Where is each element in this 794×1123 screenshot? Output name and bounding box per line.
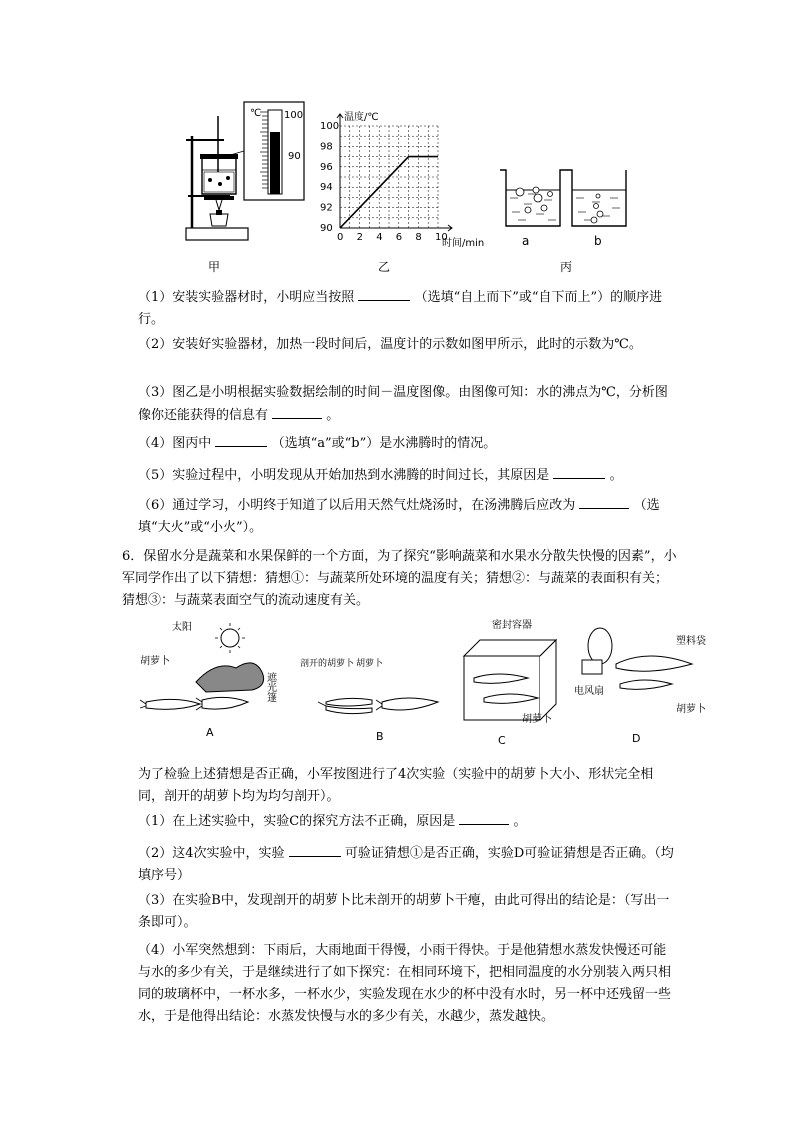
q5-p3-answer-blank[interactable]: [272, 404, 322, 419]
temperature-time-chart: [316, 104, 496, 250]
experiment-b: [300, 657, 438, 714]
q5-p6-answer-blank[interactable]: [579, 494, 629, 509]
x-tick-label: 6: [395, 232, 403, 243]
label-b: B: [376, 730, 384, 743]
label-c: C: [498, 734, 506, 747]
sun-icon: [221, 629, 239, 647]
carrot-b-label: 胡萝卜: [356, 659, 384, 669]
q5-part-6: （6）通过学习，小明终于知道了以后用天然气灶烧汤时，在汤沸腾后应改为 （选填“大火”或“小火”）。: [138, 494, 676, 539]
experiment-d: [574, 628, 706, 715]
thermo-tick-100: 100: [284, 110, 304, 121]
shade-icon: [196, 663, 264, 692]
q5-p1-answer-blank[interactable]: [358, 286, 410, 301]
x-tick-label: 8: [415, 232, 422, 243]
stand-base: [186, 228, 248, 240]
y-tick-label: 98: [320, 141, 333, 153]
thermo-liquid: [270, 132, 280, 194]
cut-carrot-icon: [326, 698, 372, 706]
fan-icon: [588, 628, 612, 664]
q6-part-3: （3）在实验B中，发现剖开的胡萝卜比未剖开的胡萝卜干瘪，由此可得出的结论是：（写出一条即可）。: [138, 893, 670, 930]
q6-p1-answer-blank[interactable]: [459, 810, 509, 825]
beaker-b: [566, 170, 626, 226]
q6-intro: 6．保留水分是蔬菜和水果保鲜的一个方面，为了探究“影响蔬菜和水果水分散失快慢的因素”，小军同学作出了以下猜想：猜想①：与蔬菜所处环境的温度有关；猜想②：与蔬菜的表面积有关；猜想③：与蔬菜表面空气的流动速度有关。: [122, 549, 677, 608]
y-tick-label: 100: [320, 121, 340, 132]
chart-ylabel: 温度/℃: [344, 112, 379, 123]
thermo-unit: ℃: [250, 108, 262, 119]
x-axis: [340, 225, 452, 231]
whole-carrot-icon: [382, 698, 438, 710]
apparatus-figure-jia: [180, 96, 310, 248]
q5-part-5: （5）实验过程中，小明发现从开始加热到水沸腾的时间过长，其原因是 。: [138, 464, 676, 487]
x-tick-label: 10: [435, 232, 448, 243]
fan-label: 电风扇: [574, 686, 604, 697]
label-d: D: [632, 732, 641, 745]
sealed-container-label: 密封容器: [492, 620, 532, 631]
fig-label-yi: 乙: [378, 260, 391, 274]
fig-label-bing: 丙: [560, 260, 573, 274]
q6-experiment-figure: [136, 616, 714, 752]
q5-part-3: （3）图乙是小明根据实验数据绘制的时间－温度图像。由图像可知：水的沸点为℃，分析图像你还能获得的信息有 。: [138, 385, 668, 423]
carrot-icon: [620, 680, 672, 689]
carrot-d-label: 胡萝卜: [676, 704, 706, 715]
bag-label: 塑料袋: [676, 636, 706, 647]
label-a: A: [206, 726, 214, 739]
q6-part-2: （2）这4次实验中，实验 可验证猜想①是否正确，实验D可验证猜想是否正确。（均填序号）: [138, 842, 676, 887]
q5-part-4: （4）图丙中 （选填“a”或“b”）是水沸腾时的情况。: [138, 432, 676, 455]
carrot-icon: [202, 697, 248, 709]
experiment-c: [464, 618, 556, 725]
q5-part-2: （2）安装好实验器材，加热一段时间后，温度计的示数如图甲所示，此时的示数为℃。: [138, 337, 642, 352]
q6-part-1: （1）在上述实验中，实验C的探究方法不正确，原因是 。: [138, 810, 676, 833]
x-tick-label: 2: [356, 232, 363, 243]
y-tick-label: 94: [320, 182, 333, 194]
plastic-bag: [616, 656, 692, 671]
q5-p5-answer-blank[interactable]: [553, 464, 605, 479]
beakers-figure-bing: [498, 164, 628, 250]
thermo-tick-90: 90: [288, 151, 301, 162]
carrot-icon: [146, 699, 200, 709]
beaker-a-label: a: [522, 234, 530, 248]
cut-carrot-label: 剖开的胡萝卜: [300, 659, 355, 669]
sun-label: 太阳: [172, 622, 192, 633]
carrot-a-label: 胡萝卜: [140, 656, 170, 667]
x-tick-label: 4: [376, 232, 383, 243]
q6-description: 为了检验上述猜想是否正确，小军按图进行了4次实验（实验中的胡萝卜大小、形状完全相同，剖开的胡萝卜均为均匀剖开）。: [138, 767, 654, 804]
y-tick-label: 96: [320, 161, 333, 173]
chart-xlabel: 时间/min: [442, 238, 485, 249]
y-tick-label: 90: [320, 223, 333, 234]
y-tick-label: 92: [320, 202, 333, 214]
q6-p2-answer-blank[interactable]: [289, 842, 341, 857]
beaker-a: [500, 170, 566, 226]
q5-part-1: （1）安装实验器材时，小明应当按照 （选填“自上而下”或“自下而上”）的顺序进行。: [138, 286, 676, 331]
q6-part-4: （4）小军突然想到：下雨后，大雨地面干得慢，小雨干得快。于是他猜想水蒸发快慢还可能与水的多少有关，于是继续进行了如下探究：在相同环境下，把相同温度的水分别装入两只相同的玻璃杯中，一杯水多，一杯水少，实验发现在水少的杯中没有水时，另一杯中还残留一些水，于是他得出结论：水蒸发快慢与水的多少有关，水越少，蒸发越快。: [138, 943, 672, 1024]
shade-label: 遮光篷: [264, 672, 276, 702]
experiment-a: [140, 620, 277, 710]
beaker-b-label: b: [594, 234, 602, 248]
carrot-c-label: 胡萝卜: [522, 714, 552, 725]
x-tick-label: 0: [337, 232, 344, 243]
fig-label-jia: 甲: [208, 260, 221, 274]
q5-p4-answer-blank[interactable]: [215, 432, 267, 447]
